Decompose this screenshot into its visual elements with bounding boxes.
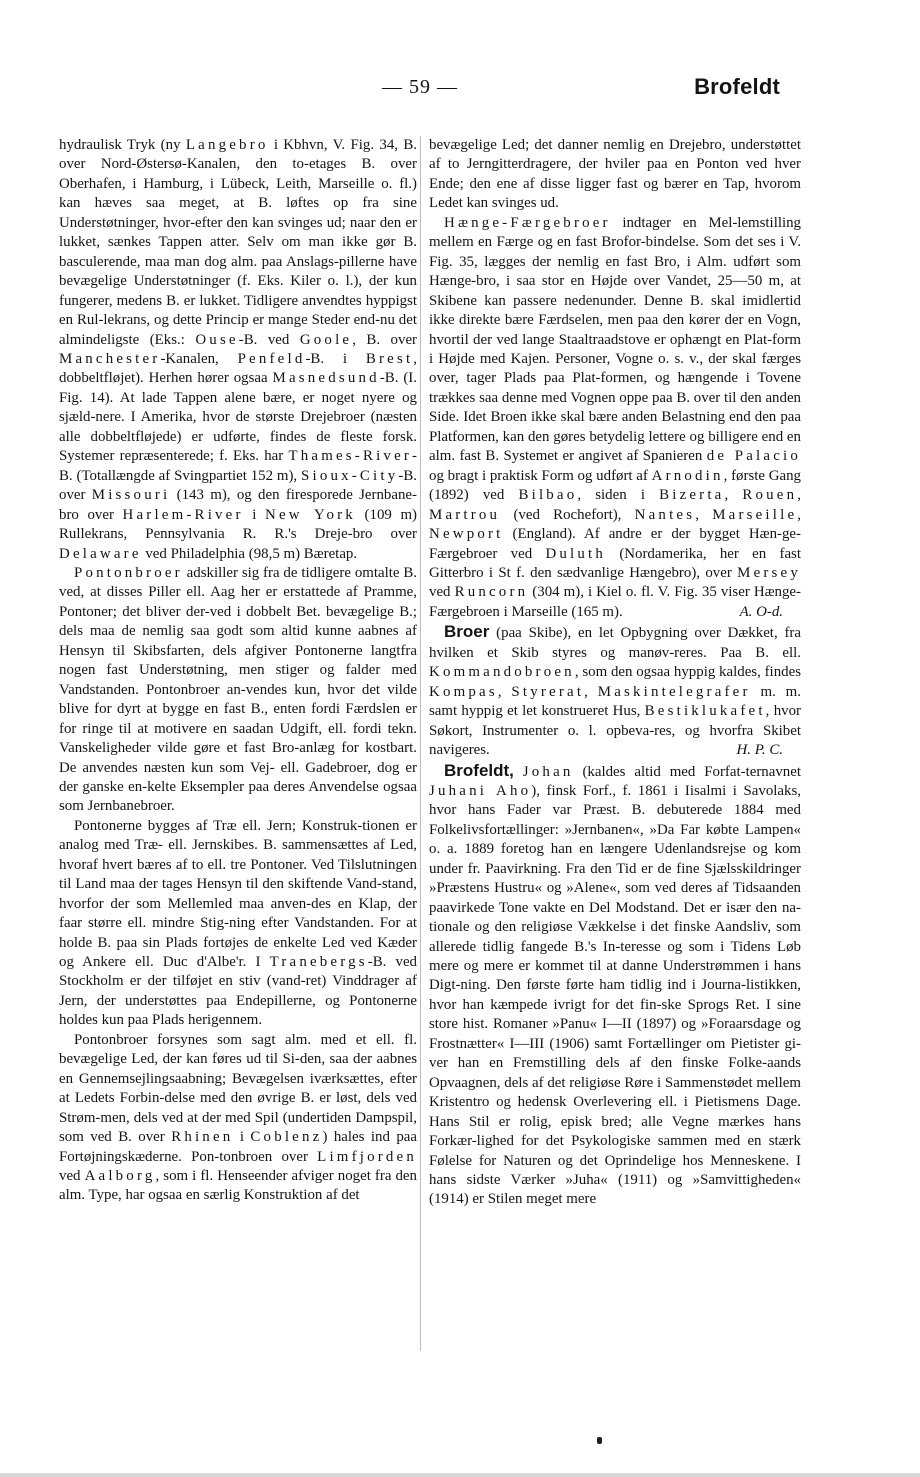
spaced-term: Penfeld xyxy=(237,350,306,367)
spaced-term: Hænge-Færgebroer xyxy=(444,214,611,231)
paragraph xyxy=(429,622,801,760)
spaced-term: Goole xyxy=(299,331,353,348)
headword: Broer xyxy=(444,622,490,642)
spaced-term: Pontonbroer xyxy=(74,564,183,581)
text-run: -B. ved xyxy=(238,331,300,348)
author-signature: H. P. C. xyxy=(736,742,783,759)
text-run: ved xyxy=(59,1168,85,1185)
text-run: -B. ved Stockholm er der tilføjet en stiv (vand-ret) Vinddrager af Jern, der understøttes paa Endepillerne, og Pontonerne holdes kun paa Plads herigennem. xyxy=(59,954,417,1029)
text-run: , xyxy=(584,683,598,700)
text-run: , xyxy=(497,683,512,700)
spaced-term: Runcorn xyxy=(454,584,529,601)
ink-mark xyxy=(597,1437,602,1444)
page-number: — 59 — xyxy=(382,76,458,98)
text-run: (109 m) Rullekrans, Pennsylvania R. R.'s Dreje-bro over xyxy=(59,506,417,543)
spaced-term: Kompas xyxy=(429,683,498,700)
text-run xyxy=(514,764,523,780)
spaced-term: Arnodin xyxy=(651,467,724,484)
author-signature: A. O-d. xyxy=(739,603,783,620)
paragraph xyxy=(59,136,417,564)
paragraph xyxy=(59,564,417,817)
text-run: , xyxy=(797,506,801,523)
text-run: i Kbhvn, V. Fig. 34, B. over Nord-Østersø-Kanalen, den to-etages B. over Oberhafen, i Hamburg, i Lübeck, Leith, Marseille o. fl.) kan hæves saa meget, at B. løftes op fra sine Understøtninger, hvor-efter den kan svinges ud; naar den er lukket, sænkes Tappen atter. Selv om man ikke gør B. basculerende, maa man dog alm. paa Anslags-pillerne have bevægelige Understøtninger (f. Eks. Kiler o. l.), der kun fungerer, medens B. er lukket. Tidligere anvendtes hyppigst en Rul-lekrans, og dette Princip er mange Steder end-nu det almindeligste (Eks.: xyxy=(59,137,417,348)
spaced-term: Maskintelegrafer xyxy=(597,683,751,700)
page-edge xyxy=(0,1473,920,1477)
spaced-term: Kommandobroen xyxy=(429,664,575,681)
spaced-term: Nantes xyxy=(634,506,696,523)
paragraph xyxy=(59,1031,417,1206)
paragraph xyxy=(429,761,801,1210)
text-run: (ved Rochefort), xyxy=(500,506,635,523)
text-run: , som den ogsaa hyppig kaldes, findes xyxy=(574,664,801,681)
text-run: , xyxy=(724,487,743,504)
spaced-term: Coblenz xyxy=(250,1129,323,1146)
spaced-term: Langebro xyxy=(185,137,269,153)
text-run: Pontonerne bygges af Træ ell. Jern; Konstruk-tionen er analog med Træ- ell. Jernskibes. B. sammensættes af Led, hvoraf hvert bæres af to ell. tre Pontoner. Ved Tilslutningen til Land maa der tages Hensyn til den skiftende Vand-stand, hvorfor der som Mellemled maa anven-des en Klap, der faar større ell. mindre Stig-ning efter Vandstanden. For at holde B. paa sin Plads fortøjes de enkelte Led ved Kæder og Ankere ell. Duc d'Albe'r. I xyxy=(59,817,417,971)
text-run: m. m. samt hyppig et let konstrueret Hus, xyxy=(429,683,801,720)
spaced-term: de Palacio xyxy=(706,448,801,465)
text-run: og bragt i praktisk Form og udført af xyxy=(429,467,652,484)
text-run: -B. over xyxy=(59,467,417,504)
text-run: adskiller sig fra de tidligere omtalte B. ved, at disses Piller ell. Aag her er erstattede af Pramme, Pontoner; det bliver der-ved i dobbelt Bet. bevægelige B.; dels maa de nemlig saa godt som altid kunne aabnes af Hensyn til Skibsfarten, dels afgiver Pontonerne langtfra nogen fast Understøtning, men stiger og falder med Vandstanden. Pontonbroer an-vendes kun, hvor det vilde blive for dyrt at bygge en fast B., enten fordi Færdslen er for ringe til at motivere en saadan Udgift, ell. fordi tekn. Vanskeligheder vilde gøre et fast Bro-anlæg for kostbart. De anvendes næsten kun som Vej- ell. Gadebroer, dog er der ganske en-kelte Eksempler paa deres Anvendelse ogsaa som Jernbanebroer. xyxy=(59,564,417,815)
spaced-term: Aalborg xyxy=(84,1168,156,1185)
text-run: , siden i xyxy=(577,487,660,504)
text-run: bevægelige Led; det danner nemlig en Drejebro, understøttet af to Jerngitterdragere, der hviler paa en Ponton ved hver Ende; den ene af disse ligger fast og bærer en Tap, hvorom Ledet kan svinges ud. xyxy=(429,137,801,212)
text-run: , dobbeltfløjet). Herhen hører ogsaa xyxy=(59,350,418,387)
text-run: i xyxy=(243,506,266,523)
text-run: indtager en Mel-lemstilling mellem en Færge og en fast Brofor-bindelse. Som det ses i V. Fig. 35, lægges der nemlig en fast Bro, i Alm. udført som Hænge-bro, i saa stor en Højde over Vandet, 25—50 m, at Skibene kan passere nedenunder. Denne B. skal imidlertid ikke direkte bære Færdselen, men paa den kører der en Vogn, hvortil der ved lange Staaltraadstove er ophængt en Plat-form i Højde med Kajen. Personer, Vogne o. s. v., der skal færges over, tager Plads paa Plat-formen, og hængende i Tovene trækkes saa denne med Vognen oppe paa B. over til den anden Side. Idet Broen ikke skal bære anden Belastning end den paa Platformen, kan den gøres betydelig lettere og billigere end en alm. fast B. Systemet er angivet af Spanieren xyxy=(429,214,801,465)
spaced-term: Sioux-City xyxy=(301,467,399,484)
text-run: -B. (I. Fig. 14). At lade Tappen alene bære, er noget nyere og sjæld-nere. I Amerika, hvor de største Drejebroer (næsten alle dobbeltfløjede) er udførte, findes de fleste forsk. Systemer repræsenterede; f. Eks. har xyxy=(59,370,417,465)
running-head: Brofeldt xyxy=(694,74,780,99)
spaced-term: Styrerat xyxy=(511,683,585,700)
text-run: hydraulisk Tryk (ny xyxy=(59,137,186,153)
text-run: ), finsk Forf., f. 1861 i Iisalmi i Savolaks, hvor hans Fader var Præst. B. debuterede 1884 med Folkelivsfortællinger: »Jernbanen«, »Da Far købte Lampen« o. a. 1889 foretog han en længere Udenlandsrejse og kom under fr. Paavirkning. Fra den Tid er de fine Sjælsskildringer »Præstens Hustru« og »Alene«, som ved deres af Tidsaanden paavirkede Tone vakte en Del Modstand. Det er især den na-tionale og den religiøse Vækkelse i det finske Aandsliv, som allerede tidlig fangede B.'s In-teresse og som i Tidens Løb mere og mere er kommet til at danne Understrømmen i hans Digt-ning. Den første førte ham tidlig ind i Journa-listikken, hvor han kæmpede ivrigt for det fin-ske Sprogs Ret. I sine store hist. Romaner »Panu« I—II (1897) og »Foraarsdage og Frostnætter« I—III (1906) samt Fortællinger om Pietister gi-ver han en Fremstilling dels af den finske Folke-aands Opvaagnen, dels af det religiøse Røre i Sammenstødet mellem Kristentro og hedensk Overlevering ell. i Pietismens Dage. Hans Stil er rolig, episk bred; alle Vegne mærkes hans Forkær-lighed for det Psykologiske sammen med en stærk Følelse for Naturen og det Oprindelige hos Menneskene. I hans sidste Værker »Juha« (1911) og »Samvittigheden« (1914) er Stilen meget mere xyxy=(429,782,802,1208)
right-column xyxy=(429,136,801,1210)
spaced-term: Johan xyxy=(522,763,574,780)
text-run: Pontonbroer forsynes som sagt alm. med et ell. fl. bevægelige Led, der kan føres ud til Si-den, saa der aabnes en Gennemsejlingsaabning; Bevægelsen iværksættes, efter at Ledets Forbin-delse med den øvrige B. er løst, dels ved Strøm-men, dels ved at der med Spil (undertiden Dampspil, som ved B. over xyxy=(59,1031,417,1146)
paragraph xyxy=(59,817,417,1031)
spaced-term: Harlem-River xyxy=(122,506,244,523)
spaced-term: Bestiklukafet xyxy=(644,703,766,720)
text-run: -Kanalen, xyxy=(160,350,238,367)
text-run: (England). Af andre er der bygget Hæn-ge-Færgebroer ved xyxy=(429,526,801,562)
text-run: , B. over xyxy=(352,331,418,348)
text-run: i xyxy=(233,1129,251,1146)
spaced-term: Rouen xyxy=(742,487,798,504)
spaced-term: New York xyxy=(265,506,356,523)
text-run: ved Philadelphia (98,5 m) Bæretap. xyxy=(141,545,358,562)
text-run: (143 m), og den firesporede Jernbane-bro over xyxy=(59,487,417,523)
spaced-term: Brest xyxy=(365,350,414,367)
text-run: , som i fl. Henseender afviger noget fra den alm. Type, har ogsaa en særlig Konstruktion af det xyxy=(59,1168,417,1204)
spaced-term: Rhinen xyxy=(171,1129,234,1146)
paragraph xyxy=(429,136,801,214)
left-column xyxy=(59,136,417,1206)
spaced-term: Tranebergs xyxy=(269,954,368,971)
spaced-term: Bilbao xyxy=(518,487,578,504)
text-run: , xyxy=(695,506,713,523)
text-run: ved xyxy=(429,584,455,601)
text-run: (kaldes altid med Forfat-ternavnet xyxy=(573,763,801,780)
text-run: , hvor Søkort, Instrumenter o. l. opbeva-res, og hvorfra Skibet navigeres. xyxy=(429,703,801,759)
column-divider xyxy=(420,136,421,1351)
spaced-term: Bizerta xyxy=(659,487,725,504)
spaced-term: Masnedsund xyxy=(272,370,380,387)
spaced-term: Ouse xyxy=(195,331,239,348)
text-run: (Nordamerika, her en fast Gitterbro i St f. den sædvanlige Hængebro), over xyxy=(429,545,801,581)
spaced-term: Juhani Aho xyxy=(429,782,532,799)
spaced-term: Limfjorden xyxy=(317,1148,417,1165)
spaced-term: Delaware xyxy=(59,545,142,562)
text-run: -B. i xyxy=(305,350,366,367)
spaced-term: Marseille xyxy=(712,506,798,523)
text-run: ) hales ind paa Fortøjningskæderne. Pon-tonbroen over xyxy=(59,1129,418,1165)
text-run: -B. (Totallængde af Svingpartiet 152 m), xyxy=(59,448,417,484)
text-run: (304 m), i Kiel o. fl. V. Fig. 35 viser Hænge-Færgebroen i Marseille (165 m). xyxy=(429,584,801,620)
spaced-term: Martrou xyxy=(429,506,501,523)
spaced-term: Newport xyxy=(429,526,504,543)
spaced-term: Thames-River xyxy=(288,448,413,465)
headword: Brofeldt, xyxy=(444,760,514,780)
text-run: , første Gang (1892) ved xyxy=(429,467,801,504)
text-run: (paa Skibe), en let Opbygning over Dækket, fra hvilken et Skib styres og manøv-reres. Paa B. ell. xyxy=(429,625,801,661)
spaced-term: Manchester xyxy=(59,350,161,367)
text-run: , xyxy=(797,487,801,504)
spaced-term: Missouri xyxy=(91,487,171,504)
spaced-term: Mersey xyxy=(737,564,801,581)
page-header xyxy=(60,76,780,106)
spaced-term: Duluth xyxy=(545,545,607,562)
paragraph xyxy=(429,214,801,623)
